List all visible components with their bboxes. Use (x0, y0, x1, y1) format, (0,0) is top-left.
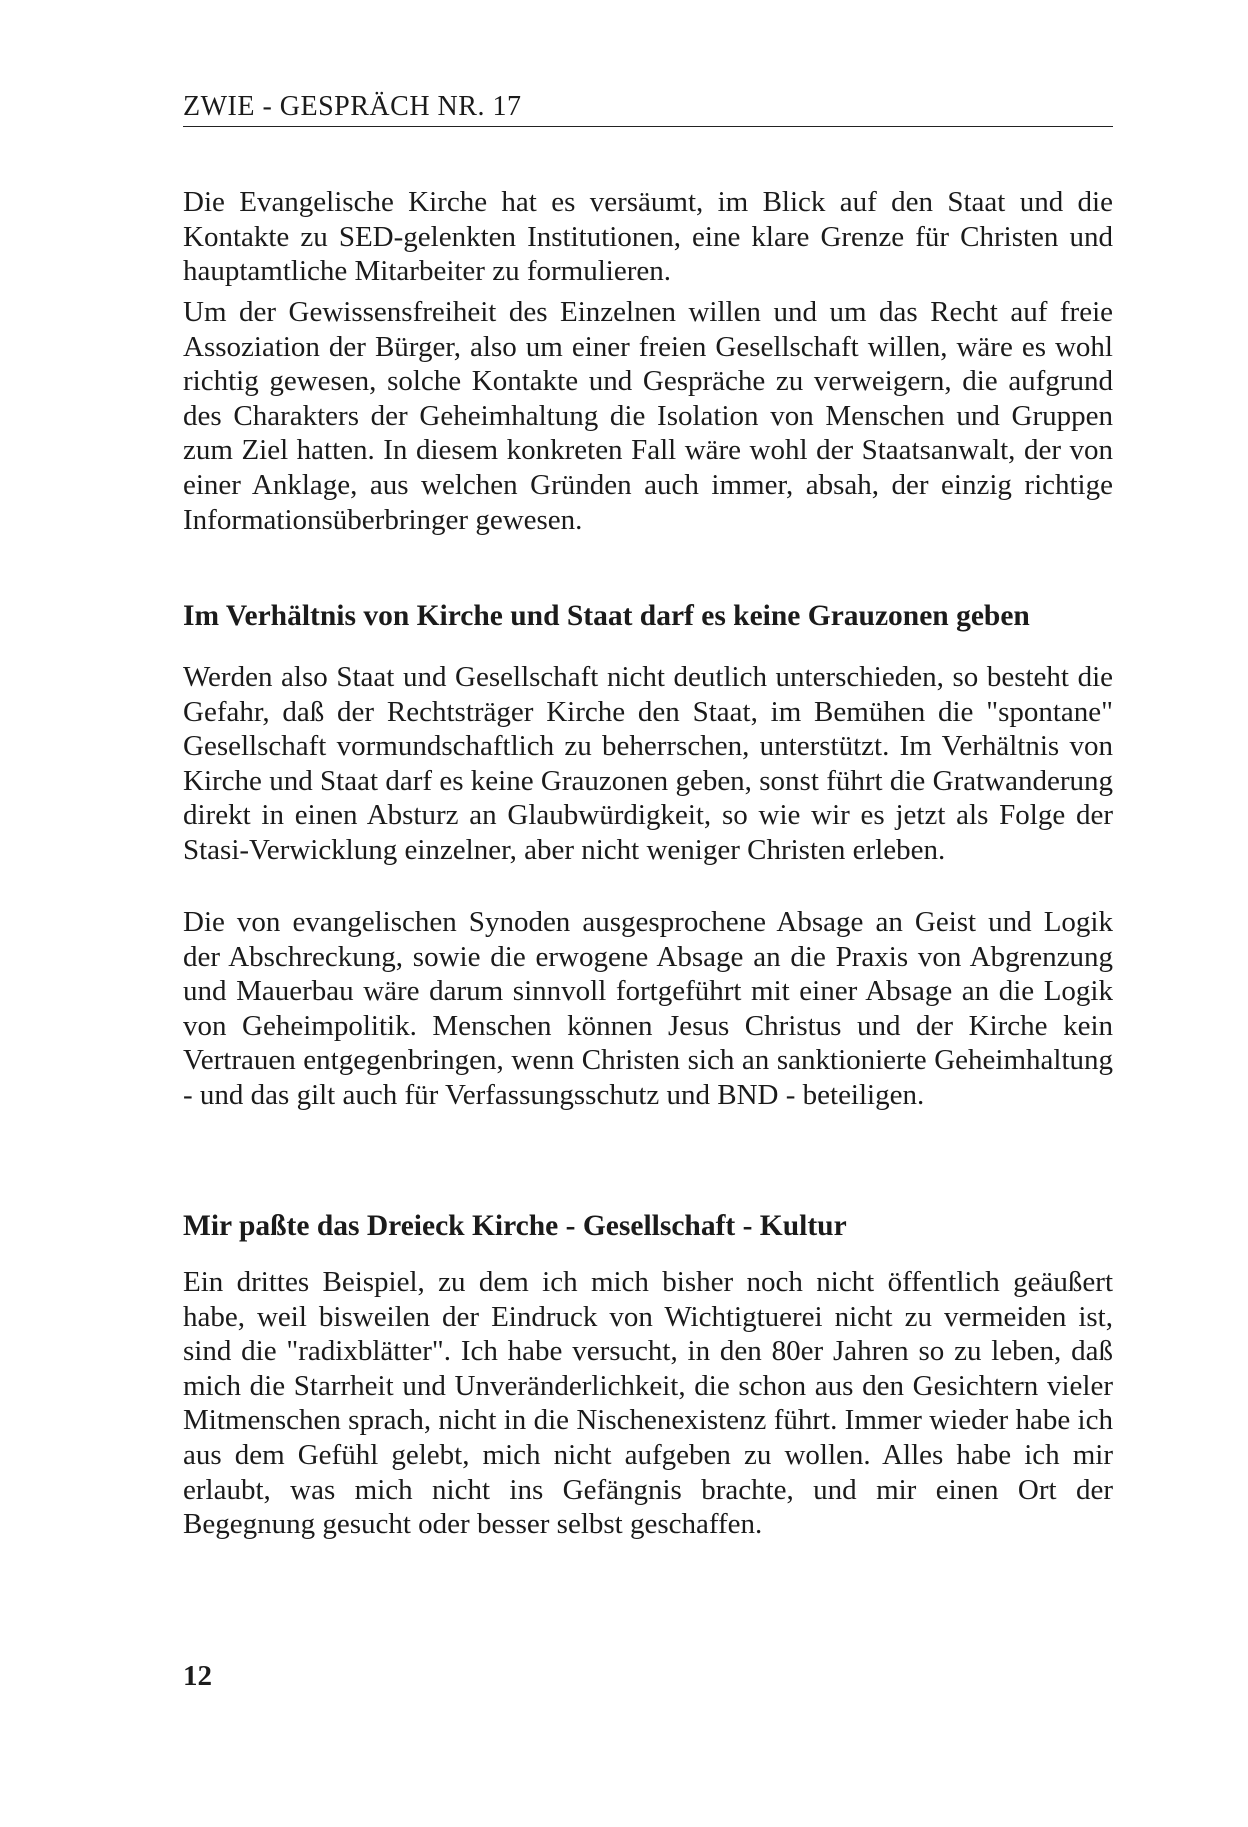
section-heading-1: Im Verhältnis von Kirche und Staat darf es keine Grauzonen geben (183, 600, 1030, 632)
page-header (183, 86, 1113, 127)
paragraph-1: Die Evangelische Kirche hat es versäumt, im Blick auf den Staat und die Kontakte zu SED-gelenkten Institutionen, eine klare Grenze für Christen und hauptamtliche Mitarbeiter zu formulieren. (183, 186, 1113, 288)
paragraph-2: Um der Gewissensfreiheit des Einzelnen willen und um das Recht auf freie Assoziation der Bürger, also um einer freien Gesellschaft willen, wäre es wohl richtig gewesen, solche Kontakte und Gespräche zu verweigern, die aufgrund des Charakters der Geheimhaltung die Isolation von Menschen und Gruppen zum Ziel hatten. In diesem konkreten Fall wäre wohl der Staatsanwalt, der von einer Anklage, aus welchen Gründen auch immer, absah, der einzig richtige Informationsüberbringer gewesen. (183, 296, 1113, 536)
running-head: ZWIE - GESPRÄCH NR. 17 (183, 91, 522, 122)
paragraph-4: Die von evangelischen Synoden ausgesprochene Absage an Geist und Logik der Abschreckung, sowie die erwogene Absage an die Praxis von Abgrenzung und Mauerbau wäre darum sinnvoll fortgeführt mit einer Absage an die Logik von Geheimpolitik. Menschen können Jesus Christus und der Kirche kein Vertrauen entgegenbringen, wenn Christen sich an sanktionierte Geheimhaltung - und das gilt auch für Verfassungsschutz und BND - beteiligen. (183, 906, 1113, 1111)
section-heading-2: Mir paßte das Dreieck Kirche - Gesellschaft - Kultur (183, 1210, 847, 1242)
paragraph-5: Ein drittes Beispiel, zu dem ich mich bisher noch nicht öffentlich geäußert habe, weil bisweilen der Eindruck von Wichtigtuerei nicht zu vermeiden ist, sind die "radixblätter". Ich habe versucht, in den 80er Jahren so zu leben, daß mich die Starrheit und Unveränderlichkeit, die schon aus den Gesichtern vieler Mitmenschen sprach, nicht in die Nischenexistenz führt. Immer wieder habe ich aus dem Gefühl gelebt, mich nicht aufgeben zu wollen. Alles habe ich mir erlaubt, was mich nicht ins Gefängnis brachte, und mir einen Ort der Begegnung gesucht oder besser selbst geschaffen. (183, 1266, 1113, 1541)
page-number: 12 (183, 1660, 212, 1692)
paragraph-3: Werden also Staat und Gesellschaft nicht deutlich unterschieden, so besteht die Gefahr, daß der Rechtsträger Kirche den Staat, im Bemühen die "spontane" Gesellschaft vormundschaftlich zu beherrschen, unterstützt. Im Verhältnis von Kirche und Staat darf es keine Grauzonen geben, sonst führt die Gratwanderung direkt in einen Absturz an Glaubwürdigkeit, so wie wir es jetzt als Folge der Stasi-Verwicklung einzelner, aber nicht weniger Christen erleben. (183, 661, 1113, 866)
